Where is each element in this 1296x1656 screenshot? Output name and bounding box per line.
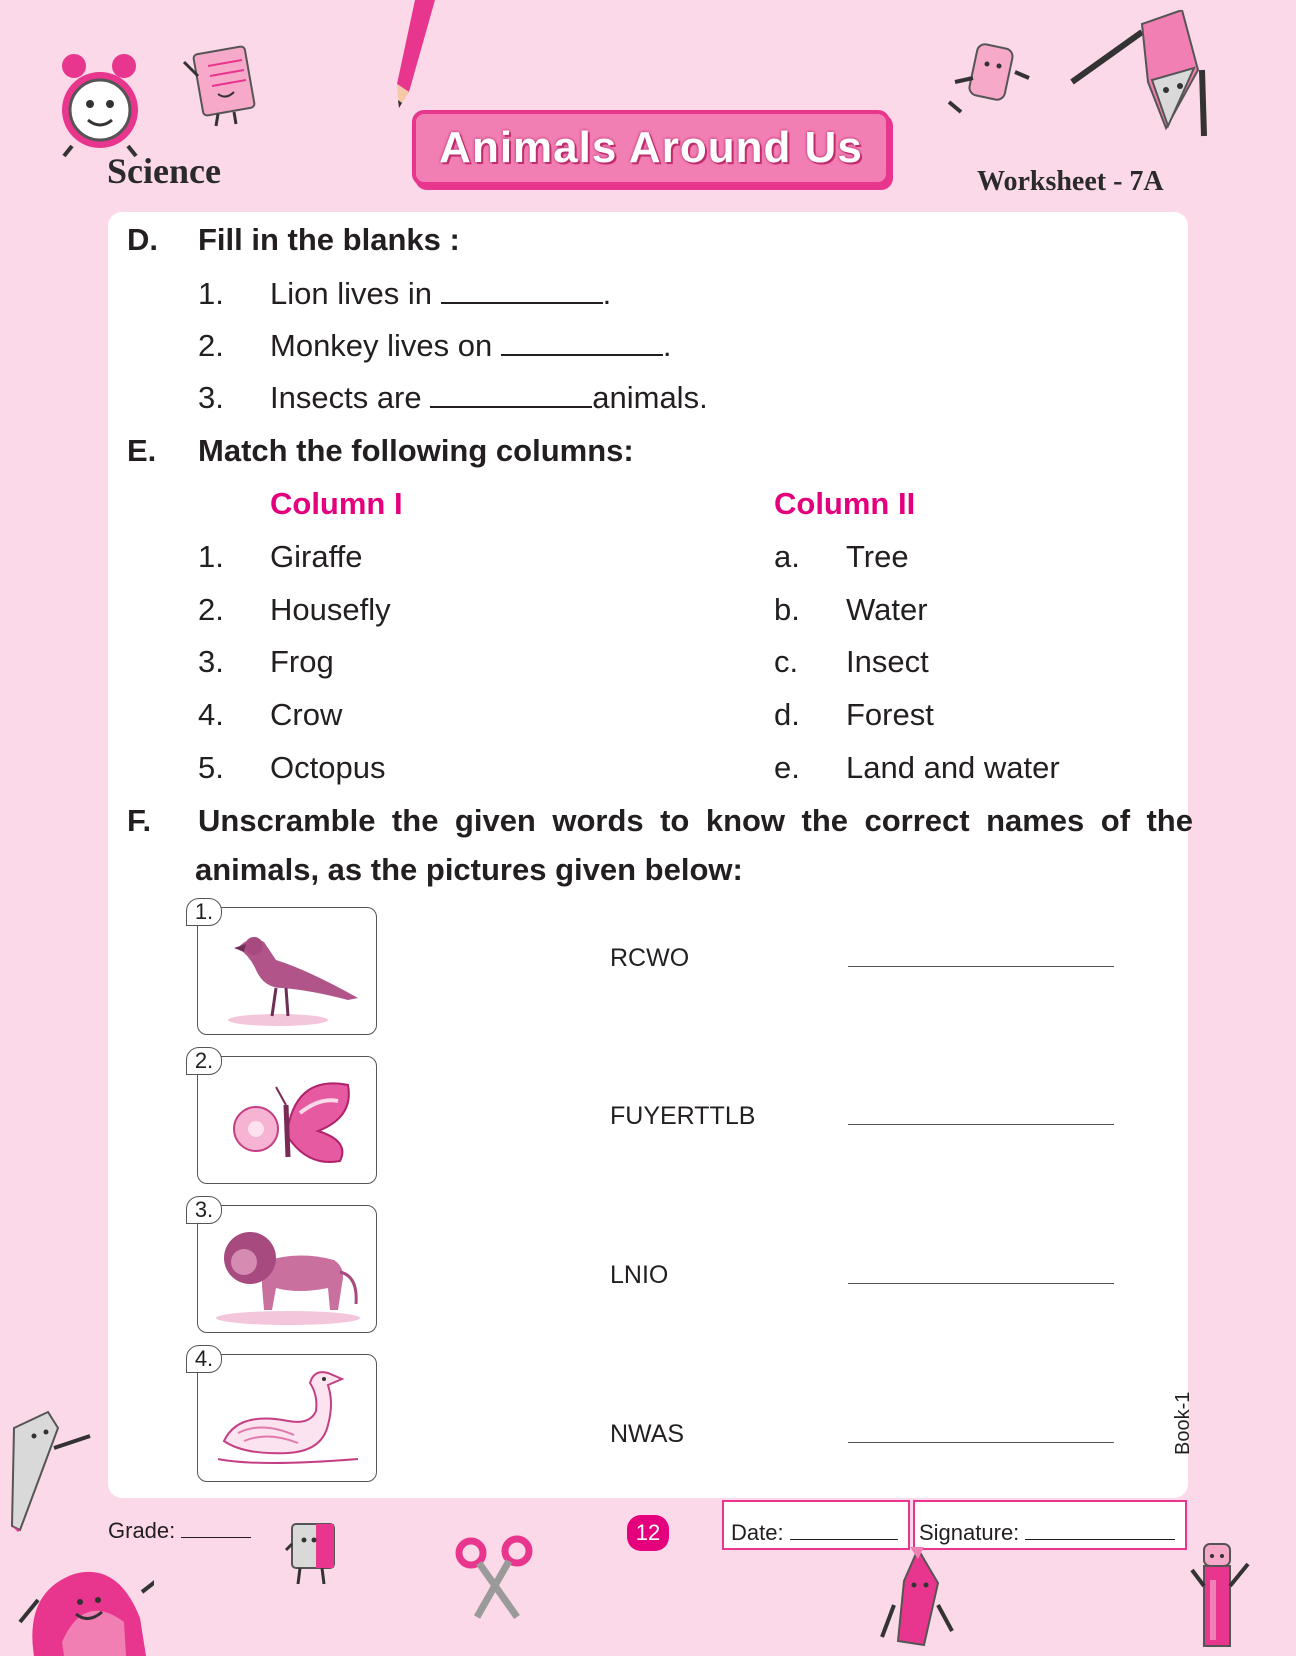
match-left-num: 2. bbox=[198, 592, 224, 627]
match-left-num: 4. bbox=[198, 697, 224, 732]
pencil-icon bbox=[385, 0, 445, 110]
match-left-item: Crow bbox=[270, 697, 343, 732]
picture-box bbox=[194, 1048, 377, 1184]
match-right-num: c. bbox=[774, 644, 799, 679]
match-right-item: Land and water bbox=[846, 750, 1060, 785]
picture-number: 4. bbox=[186, 1345, 222, 1373]
alarm-clock-icon bbox=[52, 48, 152, 158]
fill-blank-num: 1. bbox=[198, 276, 224, 311]
scrambled-word: NWAS bbox=[610, 1420, 685, 1448]
fill-blank-text: Lion lives in bbox=[270, 276, 432, 311]
match-left-item: Frog bbox=[270, 644, 334, 679]
scrambled-word: RCWO bbox=[610, 944, 690, 972]
swan-icon bbox=[198, 1355, 376, 1481]
fill-blank-suffix: animals. bbox=[592, 380, 708, 415]
sharpener-icon bbox=[284, 1520, 346, 1586]
scrambled-word: FUYERTTLB bbox=[610, 1102, 756, 1130]
match-left-item: Housefly bbox=[270, 592, 391, 627]
match-right-num: b. bbox=[774, 592, 800, 627]
column-2-header: Column II bbox=[774, 486, 916, 521]
match-right-item: Tree bbox=[846, 539, 909, 574]
fill-blank-text: Insects are bbox=[270, 380, 422, 415]
picture-number: 1. bbox=[186, 898, 222, 926]
pencil-character-icon bbox=[1070, 10, 1210, 140]
answer-blank[interactable] bbox=[441, 276, 603, 304]
picture-number: 3. bbox=[186, 1196, 222, 1224]
column-1-header: Column I bbox=[270, 486, 403, 521]
worksheet-number: Worksheet - 7A bbox=[977, 166, 1164, 197]
answer-line[interactable] bbox=[848, 1442, 1114, 1443]
section-e-heading: Match the following columns: bbox=[198, 433, 634, 468]
match-right-item: Water bbox=[846, 592, 928, 627]
match-right-item: Forest bbox=[846, 697, 934, 732]
picture-number: 2. bbox=[186, 1047, 222, 1075]
lion-icon bbox=[198, 1206, 376, 1332]
signature-blank bbox=[1025, 1539, 1175, 1540]
date-box[interactable] bbox=[722, 1500, 910, 1550]
section-f-heading-line2: animals, as the pictures given below: bbox=[195, 852, 743, 887]
fill-blank-text: Monkey lives on bbox=[270, 328, 493, 363]
match-left-num: 3. bbox=[198, 644, 224, 679]
signature-label: Signature: bbox=[919, 1520, 1020, 1545]
section-d-heading: Fill in the blanks : bbox=[198, 222, 460, 257]
section-e-letter: E. bbox=[127, 433, 157, 468]
page-number: 12 bbox=[627, 1515, 669, 1551]
notepad-icon bbox=[180, 42, 270, 127]
match-left-item: Octopus bbox=[270, 750, 386, 785]
section-f-heading-line1: Unscramble the given words to know the correct names of the bbox=[198, 803, 1193, 838]
answer-line[interactable] bbox=[848, 966, 1114, 967]
match-right-num: a. bbox=[774, 539, 800, 574]
subject-label: Science bbox=[107, 151, 221, 191]
fill-blank-suffix: . bbox=[602, 276, 612, 311]
match-right-num: e. bbox=[774, 750, 800, 785]
fill-blank-item bbox=[270, 274, 611, 314]
signature-box[interactable] bbox=[913, 1500, 1187, 1550]
title-banner bbox=[412, 110, 890, 186]
ruler-character-icon bbox=[8, 1408, 98, 1532]
match-left-num: 5. bbox=[198, 750, 224, 785]
pencil-character-icon bbox=[1190, 1540, 1254, 1656]
crayon-character-icon bbox=[880, 1545, 960, 1653]
match-left-num: 1. bbox=[198, 539, 224, 574]
date-label: Date: bbox=[731, 1520, 784, 1545]
fill-blank-num: 2. bbox=[198, 328, 224, 363]
backpack-icon bbox=[14, 1522, 154, 1656]
fill-blank-num: 3. bbox=[198, 380, 224, 415]
answer-blank[interactable] bbox=[430, 380, 592, 408]
answer-line[interactable] bbox=[848, 1124, 1114, 1125]
book-label: Book-1 bbox=[1172, 1391, 1194, 1455]
picture-box bbox=[194, 899, 377, 1035]
grade-label: Grade: bbox=[108, 1518, 176, 1543]
scrambled-word: LNIO bbox=[610, 1261, 669, 1289]
match-right-num: d. bbox=[774, 697, 800, 732]
butterfly-icon bbox=[198, 1057, 376, 1183]
crow-icon bbox=[198, 908, 376, 1034]
picture-box bbox=[194, 1346, 377, 1482]
fill-blank-item bbox=[270, 378, 708, 418]
answer-blank[interactable] bbox=[501, 328, 663, 356]
fill-blank-item bbox=[270, 326, 672, 366]
scissors-icon bbox=[455, 1535, 535, 1621]
match-left-item: Giraffe bbox=[270, 539, 363, 574]
picture-box bbox=[194, 1197, 377, 1333]
fill-blank-suffix: . bbox=[662, 328, 672, 363]
eraser-icon bbox=[945, 42, 1035, 122]
grade-blank[interactable] bbox=[181, 1537, 251, 1538]
answer-line[interactable] bbox=[848, 1283, 1114, 1284]
worksheet-title: Animals Around Us bbox=[439, 123, 863, 172]
date-blank bbox=[790, 1539, 898, 1540]
section-d-letter: D. bbox=[127, 222, 158, 257]
match-right-item: Insect bbox=[846, 644, 929, 679]
section-f-letter: F. bbox=[127, 803, 152, 838]
